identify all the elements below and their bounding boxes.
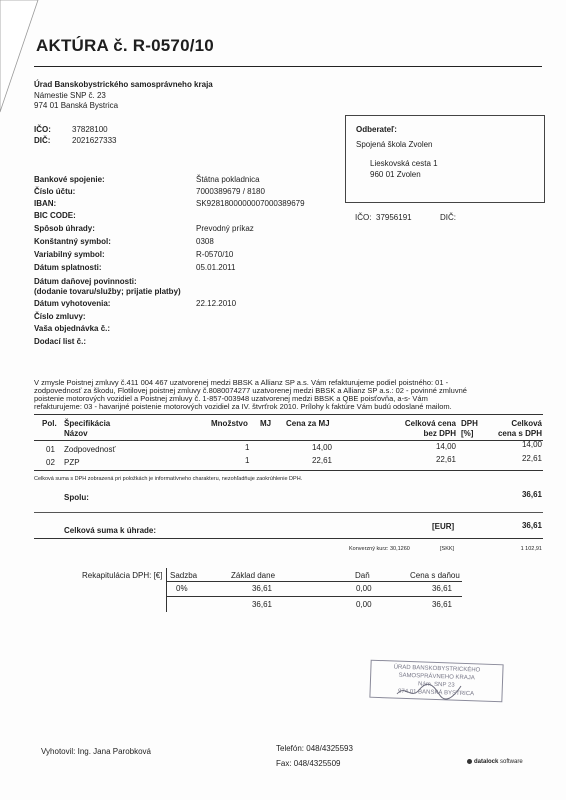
software-logo [467,759,523,765]
field-value: 22.12.2010 [196,299,237,308]
row1-pol: 01 [46,445,55,454]
col-dph-sub: [%] [461,429,474,438]
col-total: Celková cena [404,419,456,428]
col-totalvat: Celková [511,419,542,428]
field-label: Spôsob úhrady: [34,224,95,233]
field-label: Vaša objednávka č.: [34,324,111,333]
skk-value: 1 102,91 [520,546,542,552]
table-top-rule [34,414,543,415]
intro-line-1: V zmysle Poistnej zmluvy č.411 004 467 uzatvorenej medzi BBSK a Allianz SP a.s. Vám refakturujeme podiel poistného: 01 - [34,378,449,387]
customer-ico-label: IČO: [355,213,372,222]
table-bottom-rule [34,470,543,471]
col-dph: DPH [461,419,478,428]
table-header-rule [34,440,543,441]
field-label: Dodací list č.: [34,337,87,346]
customer-heading: Odberateľ: [356,125,397,134]
col-pol: Pol. [42,419,57,428]
field-label: Dátum vyhotovenia: [34,299,111,308]
software-word: software [500,759,523,766]
signature [395,680,465,702]
col-nazov: Názov [64,429,88,438]
recap-label: Rekapitulácia DPH: [€] [82,571,163,580]
supplier-ico: 37828100 [72,125,108,134]
table-note: Celková suma s DPH zobrazená pri položkách je informatívneho charakteru, nezohľadňuje zaokrúhlenie DPH. [34,476,303,482]
recap-total-cena: 36,61 [431,600,452,609]
field-value: 0308 [196,237,214,246]
field-label: Konštantný symbol: [34,237,111,246]
row2-qty: 1 [245,456,250,465]
customer-name: Spojená škola Zvolen [356,140,433,149]
field-value: 7000389679 / 8180 [196,187,265,196]
stamp-line: Nám. SNP 23 [417,681,455,689]
footer-phone: Telefón: 048/4325593 [276,744,353,753]
col-spec: Špecifikácia [64,419,111,428]
row1-price: 14,00 [311,443,332,452]
recap-h-dan: Daň [355,571,370,580]
spolu-rule [34,512,543,513]
supplier-city: 974 01 Banská Bystrica [34,101,119,110]
recap-zaklad: 36,61 [251,584,272,593]
invoice-title: AKTÚRA č. R-0570/10 [36,36,214,55]
row2-pol: 02 [46,458,55,467]
row2-name: PZP [64,458,80,467]
supplier-ico-label: IČO: [34,125,51,134]
row2-total: 22,61 [435,455,456,464]
footer-author: Vyhotovil: Ing. Jana Parobková [41,747,151,756]
footer-fax: Fax: 048/4325509 [276,759,341,768]
skk: [SKK] [440,546,455,552]
field-value: Prevodný príkaz [196,224,254,233]
datalock-logo-icon [467,759,472,764]
currency: [EUR] [432,522,455,531]
row2-price: 22,61 [311,456,332,465]
stamp-line: 974 01 BANSKÁ BYSTRICA [397,688,475,698]
recap-h-sadzba: Sadzba [170,571,198,580]
row1-totalvat: 14,00 [521,440,542,449]
row2-totalvat: 22,61 [521,454,542,463]
field-label: Číslo účtu: [34,187,76,196]
field-label: (dodanie tovaru/služby; prijatie platby) [34,287,181,296]
kurz: Konverzný kurz: 30,1260 [349,546,410,552]
recap-h-cena: Cena s daňou [410,571,460,580]
celkova-label: Celková suma k úhrade: [64,526,157,535]
recap-total-zaklad: 36,61 [251,600,272,609]
title-underline [34,66,542,67]
customer-dic-label: DIČ: [440,213,456,222]
software-brand: datalock [474,759,499,766]
intro-line-2: zodpovednosť za škodu, Flotilovej poistnej zmluvy č.8080074277 uzatvorenej medzi BBSK a Allianz SP a.s.: 02 - povinné zmluvné [34,386,467,395]
field-label: Dátum splatnosti: [34,263,102,272]
intro-line-3: poistenie motorových vozidiel a Poistnej zmluvy č. 1-857-003948 uzatvorenej medzi BBSK a QBE poisťovňa, a-s- Vám [34,394,428,403]
row1-total: 14,00 [435,442,456,451]
supplier-street: Námestie SNP č. 23 [34,91,106,100]
celkova-rule [34,538,543,539]
celkova-value: 36,61 [521,521,542,530]
spolu-label: Spolu: [64,493,89,502]
supplier-name: Úrad Banskobystrického samosprávneho kraja [34,80,213,89]
field-value: 05.01.2011 [196,263,236,272]
customer-street: Lieskovská cesta 1 [370,159,438,168]
recap-dan: 0,00 [356,584,372,593]
field-label: Číslo zmluvy: [34,312,86,321]
intro-line-4: refakturujeme: 03 - havarijné poistenie motorových vozidiel za IV. štvrťrok 2010. Prílohy k faktúre Vám budú odoslané mailom. [34,402,452,411]
recap-h-zaklad: Základ dane [231,571,276,580]
field-value: Štátna pokladnica [196,175,260,184]
supplier-dic: 2021627333 [72,136,117,145]
recap-total-dan: 0,00 [356,600,372,609]
row1-qty: 1 [245,443,250,452]
col-total-sub: bez DPH [423,429,456,438]
recap-sadzba: 0% [176,584,188,593]
customer-city: 960 01 Zvolen [370,170,421,179]
col-price: Cena za MJ [286,419,330,428]
field-value: R-0570/10 [196,250,234,259]
col-mj: MJ [260,419,272,428]
col-qty: Množstvo [211,419,248,428]
spolu-value: 36,61 [521,490,542,499]
customer-ico: 37956191 [376,213,412,222]
row1-name: Zodpovednosť [64,445,116,454]
field-label: BIC CODE: [34,211,76,220]
field-value: SK9281800000007000389679 [196,199,305,208]
stamp-line: ÚRAD BANSKOBYSTRICKÉHO [393,664,481,674]
field-label: Dátum daňovej povinnosti: [34,277,137,286]
supplier-dic-label: DIČ: [34,136,51,145]
field-label: Variabilný symbol: [34,250,105,259]
recap-total-rule [166,596,462,597]
col-totalvat-sub: cena s DPH [497,429,542,438]
stamp-line: SAMOSPRÁVNEHO KRAJA [398,672,475,682]
field-label: IBAN: [34,199,57,208]
recap-divider [166,568,167,612]
recap-cena: 36,61 [431,584,452,593]
field-label: Bankové spojenie: [34,175,105,184]
recap-rule [166,581,462,582]
